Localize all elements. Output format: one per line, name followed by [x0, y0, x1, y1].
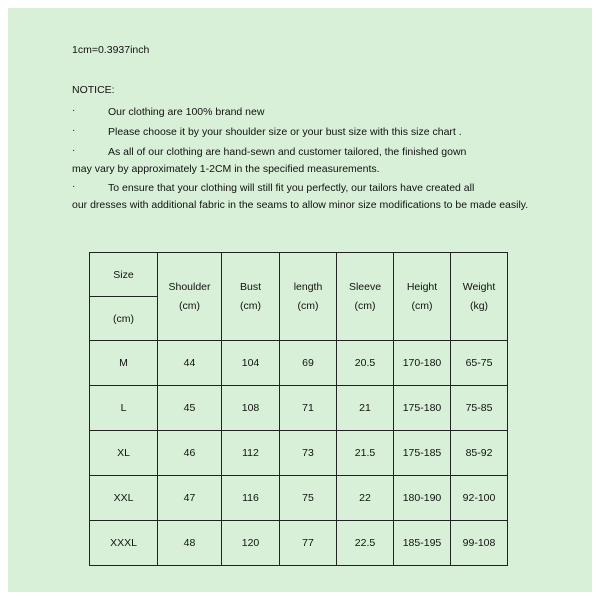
size-table [89, 252, 508, 566]
notice-text: Our clothing are 100% brand new [108, 106, 265, 118]
notice-item-3 [72, 144, 542, 177]
table-cell: 120 [222, 521, 280, 566]
table-cell: 75-85 [451, 386, 508, 431]
table-cell: 46 [158, 431, 222, 476]
table-cell: 65-75 [451, 341, 508, 386]
table-cell: 69 [280, 341, 337, 386]
bullet: · [72, 105, 76, 116]
size-cell: M [90, 341, 158, 386]
size-cell: XXL [90, 476, 158, 521]
column-header-shoulder: Shoulder (cm) [158, 253, 222, 341]
table-cell: 48 [158, 521, 222, 566]
table-row [90, 386, 508, 431]
table-cell: 116 [222, 476, 280, 521]
table-cell: 99-108 [451, 521, 508, 566]
notice-item-4 [72, 180, 542, 213]
bullet: · [72, 181, 76, 192]
table-cell: 75 [280, 476, 337, 521]
table-cell: 44 [158, 341, 222, 386]
table-cell: 112 [222, 431, 280, 476]
size-cell: L [90, 386, 158, 431]
notice-item-2 [72, 124, 542, 141]
size-cell: XL [90, 431, 158, 476]
table-cell: 45 [158, 386, 222, 431]
column-header-length: length (cm) [280, 253, 337, 341]
size-cell: XXXL [90, 521, 158, 566]
table-cell: 180-190 [394, 476, 451, 521]
table-cell: 92-100 [451, 476, 508, 521]
table-row [90, 341, 508, 386]
table-cell: 85-92 [451, 431, 508, 476]
column-header-weight: Weight (kg) [451, 253, 508, 341]
table-cell: 108 [222, 386, 280, 431]
table-cell: 20.5 [337, 341, 394, 386]
table-cell: 104 [222, 341, 280, 386]
bullet: · [72, 145, 76, 156]
column-header-height: Height (cm) [394, 253, 451, 341]
table-row [90, 521, 508, 566]
bullet: · [72, 125, 76, 136]
size-unit: (cm) [90, 297, 158, 341]
table-cell: 21 [337, 386, 394, 431]
notice-item-1 [72, 104, 542, 121]
table-cell: 185-195 [394, 521, 451, 566]
table-cell: 175-180 [394, 386, 451, 431]
table-cell: 71 [280, 386, 337, 431]
column-header-bust: Bust (cm) [222, 253, 280, 341]
notice-text: Please choose it by your shoulder size or your bust size with this size chart . [108, 126, 462, 138]
unit-conversion: 1cm=0.3937inch [72, 44, 150, 56]
notice-text: To ensure that your clothing will still fit you perfectly, our tailors have created all [108, 182, 475, 194]
table-cell: 21.5 [337, 431, 394, 476]
notice-text: As all of our clothing are hand-sewn and customer tailored, the finished gown [108, 146, 467, 158]
size-header: Size [90, 253, 158, 297]
notice-text-continued: may vary by approximately 1-2CM in the specified measurements. [72, 162, 380, 175]
table-cell: 175-185 [394, 431, 451, 476]
notice-title: NOTICE: [72, 84, 115, 96]
table-cell: 47 [158, 476, 222, 521]
column-header-sleeve: Sleeve (cm) [337, 253, 394, 341]
table-row [90, 431, 508, 476]
table-cell: 22 [337, 476, 394, 521]
table-cell: 77 [280, 521, 337, 566]
table-row [90, 476, 508, 521]
table-header-row [90, 253, 508, 297]
table-cell: 22.5 [337, 521, 394, 566]
table-cell: 170-180 [394, 341, 451, 386]
table-cell: 73 [280, 431, 337, 476]
notice-text-continued: our dresses with additional fabric in the seams to allow minor size modifications to be made easily. [72, 198, 529, 211]
